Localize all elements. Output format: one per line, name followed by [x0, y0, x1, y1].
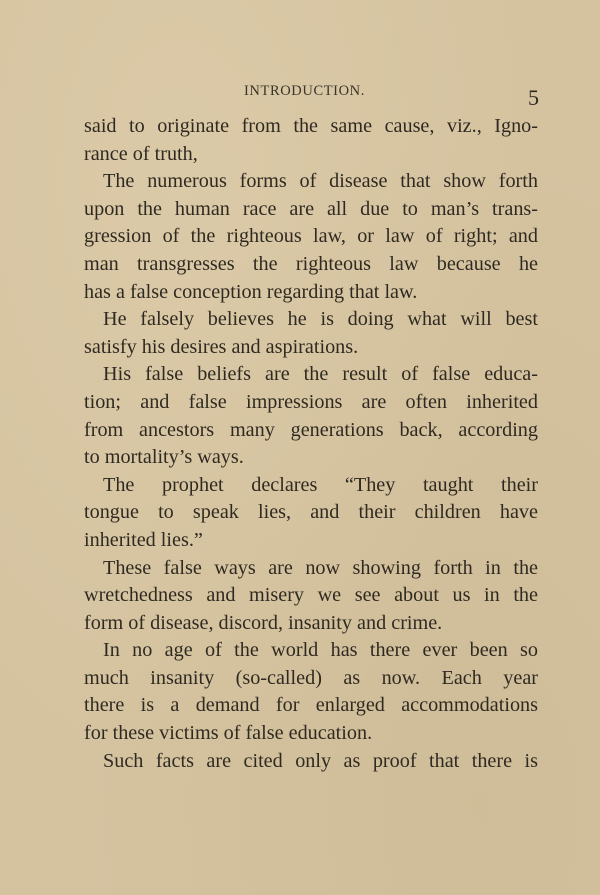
- text-line: gression of the righteous law, or law of right; and: [84, 225, 538, 248]
- text-line: His false beliefs are the result of false educa-: [103, 363, 538, 386]
- paragraph: [84, 748, 538, 776]
- text-line: from ancestors many generations back, according: [84, 418, 538, 441]
- text-line: said to originate from the same cause, viz., Igno-: [84, 115, 538, 137]
- text-line: for these victims of false education.: [84, 722, 373, 745]
- text-line: wretchedness and misery we see about us in the: [84, 584, 538, 607]
- text-line: there is a demand for enlarged accommodations: [84, 694, 538, 717]
- text-line: In no age of the world has there ever been so: [103, 639, 538, 662]
- page-number: 5: [528, 85, 539, 110]
- text-line: inherited lies.”: [84, 528, 203, 551]
- paragraph: [84, 555, 538, 638]
- paragraph: [84, 306, 538, 361]
- text-line: Such facts are cited only as proof that there is: [103, 749, 538, 772]
- text-line: man transgresses the righteous law because he: [84, 252, 538, 275]
- paragraph: [84, 472, 538, 555]
- text-line: upon the human race are all due to man’s trans-: [84, 197, 538, 220]
- text-line: He falsely believes he is doing what will best: [103, 308, 538, 331]
- text-line: has a false conception regarding that law.: [84, 280, 418, 303]
- running-head: [0, 83, 600, 110]
- text-line: tion; and false impressions are often inherited: [84, 390, 538, 413]
- text-line: The numerous forms of disease that show forth: [103, 170, 538, 193]
- text-line: tongue to speak lies, and their children have: [84, 501, 538, 524]
- body-text: [84, 113, 538, 775]
- text-line: form of disease, discord, insanity and crime.: [84, 611, 443, 634]
- text-line: much insanity (so-called) as now. Each year: [84, 666, 538, 689]
- paragraph: [84, 168, 538, 306]
- running-title: INTRODUCTION.: [244, 83, 365, 99]
- text-line: The prophet declares “They taught their: [103, 473, 538, 496]
- text-line: These false ways are now showing forth in the: [103, 556, 538, 579]
- text-line: rance of truth,: [84, 142, 198, 165]
- paragraph: [84, 361, 538, 471]
- paragraph: [84, 113, 538, 168]
- text-line: satisfy his desires and aspirations.: [84, 335, 359, 358]
- paragraph: [84, 637, 538, 747]
- text-line: to mortality’s ways.: [84, 446, 244, 469]
